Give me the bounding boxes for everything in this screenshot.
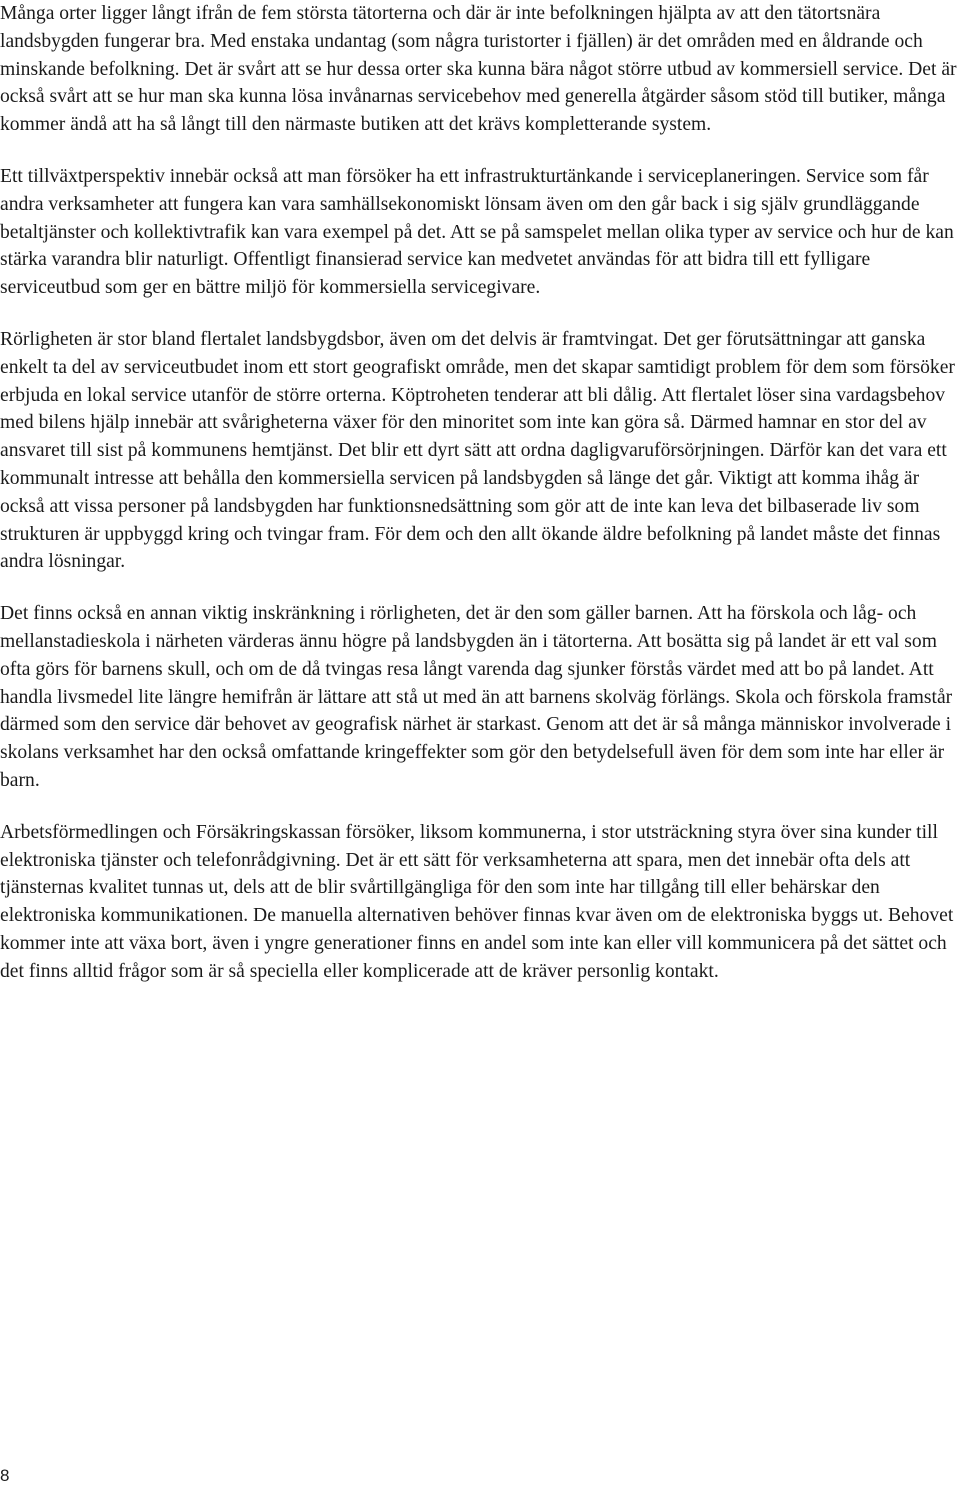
paragraph-3 bbox=[0, 326, 960, 576]
sentence: Att bosätta sig på landet är ett val som ofta görs för barnens skull, och om de då tvingas resa långt varenda dag sjunker förstås värdet med att bo på landet. bbox=[0, 630, 937, 680]
paragraph-1 bbox=[0, 0, 960, 139]
sentence: Köptroheten tenderar att bli dålig. bbox=[391, 384, 658, 406]
sentence: Med enstaka undantag (som några turistorter i fjällen) är det områden med en åldrande och minskande befolkning. bbox=[0, 30, 923, 80]
sentence: Att flertalet löser sina vardagsbehov med bilens hjälp innebär att svårigheterna växer för den minoritet som inte kan göra så. bbox=[0, 384, 946, 434]
sentence: Service som får andra verksamheter att fungera kan vara samhällsekonomiskt lönsam även om den går back i sig själv grundläggande betaltjänster och kollektivtrafik kan vara exempel på det. bbox=[0, 165, 929, 243]
sentence: Det är ett sätt för verksamheterna att spara, men det innebär ofta dels att tjänsternas kvalitet tunnas ut, dels att de blir svårtillgängliga för den som inte har tillgång till eller behärskar den elektroniska kommunikationen. bbox=[0, 849, 911, 927]
sentence: Arbetsförmedlingen och Försäkringskassan försöker, liksom kommunerna, i stor utsträckning styra över sina kunder till elektroniska tjänster och telefonrådgivning. bbox=[0, 821, 938, 871]
sentence: För dem och den allt ökande äldre befolkning på landet måste det finnas andra lösningar. bbox=[0, 523, 941, 573]
sentence: Att ha förskola och låg- och mellanstadieskola i närheten värderas ännu högre på landsbygden än i tätorterna. bbox=[0, 603, 917, 652]
page-number: 8 bbox=[0, 1466, 10, 1485]
sentence: Det ger förutsättningar att ganska enkelt ta del av serviceutbudet inom ett stort geografiskt område, men det skapar samtidigt problem för dem som försöker erbjuda en lokal service utanför de större orterna. bbox=[0, 328, 955, 406]
sentence: Behovet kommer inte att växa bort, även i yngre generationer finns en andel som inte kan eller vill kommunicera på det sättet och det finns alltid frågor som är så speciella eller komplicerade att de kräver personlig kontakt. bbox=[0, 905, 954, 982]
sentence: Att se på samspelet mellan olika typer av service och hur de kan stärka varandra blir naturligt. bbox=[0, 221, 954, 271]
paragraph-4 bbox=[0, 600, 960, 795]
sentence: Det är också svårt att se hur man ska kunna lösa invånarnas servicebehov med generella åtgärder såsom stöd till butiker, många kommer ändå att ha så långt till den närmaste butiken att det krävs kompletterande system. bbox=[0, 58, 957, 136]
sentence: Därmed hamnar en stor del av ansvaret till sist på kommunens hemtjänst. bbox=[0, 412, 927, 462]
sentence: Det blir ett dyrt sätt att ordna dagligvaruförsörjningen. bbox=[337, 440, 765, 462]
sentence: Rörligheten är stor bland flertalet landsbygdsbor, även om det delvis är framtvingat. bbox=[0, 328, 659, 350]
sentence: Genom att det är så många människor involverade i skolans verksamhet har den också omfattande kringeffekter som gör den betydelsefull även för dem som inte har eller är barn. bbox=[0, 714, 952, 791]
sentence: Ett tillväxtperspektiv innebär också att man försöker ha ett infrastrukturtänkande i serviceplaneringen. bbox=[0, 165, 801, 187]
sentence: Att handla livsmedel lite längre hemifrån är lättare att stå ut med än att barnens skolväg förlängs. bbox=[0, 658, 934, 708]
paragraph-5 bbox=[0, 819, 960, 986]
sentence: Offentligt finansierad service kan medvetet användas för att bidra till ett fylligare serviceutbud som ger en bättre miljö för kommersiella servicegivare. bbox=[0, 249, 871, 299]
sentence: Därför kan det vara ett kommunalt intresse att behålla den kommersiella servicen på landsbygden så länge det går. bbox=[0, 440, 947, 489]
sentence: De manuella alternativen behöver finnas kvar även om de elektroniska byggs ut. bbox=[253, 905, 884, 927]
sentence: Många orter ligger långt ifrån de fem största tätorterna och där är inte befolkningen hjälpta av att den tätortsnära landsbygden fungerar bra. bbox=[0, 3, 881, 52]
sentence: Skola och förskola framstår därmed som den service där behovet av geografisk närhet är starkast. bbox=[0, 686, 953, 736]
sentence: Det finns också en annan viktig inskränkning i rörligheten, det är den som gäller barnen. bbox=[0, 603, 694, 625]
sentence: Det är svårt att se hur dessa orter ska kunna bära något större utbud av kommersiell service. bbox=[184, 58, 904, 80]
paragraph-2 bbox=[0, 163, 960, 302]
sentence: Viktigt att komma ihåg är också att vissa personer på landsbygden har funktionsnedsättning som gör att de inte kan leva det bilbaserade liv som strukturen är uppbyggd kring och tvingar fram. bbox=[0, 467, 920, 545]
